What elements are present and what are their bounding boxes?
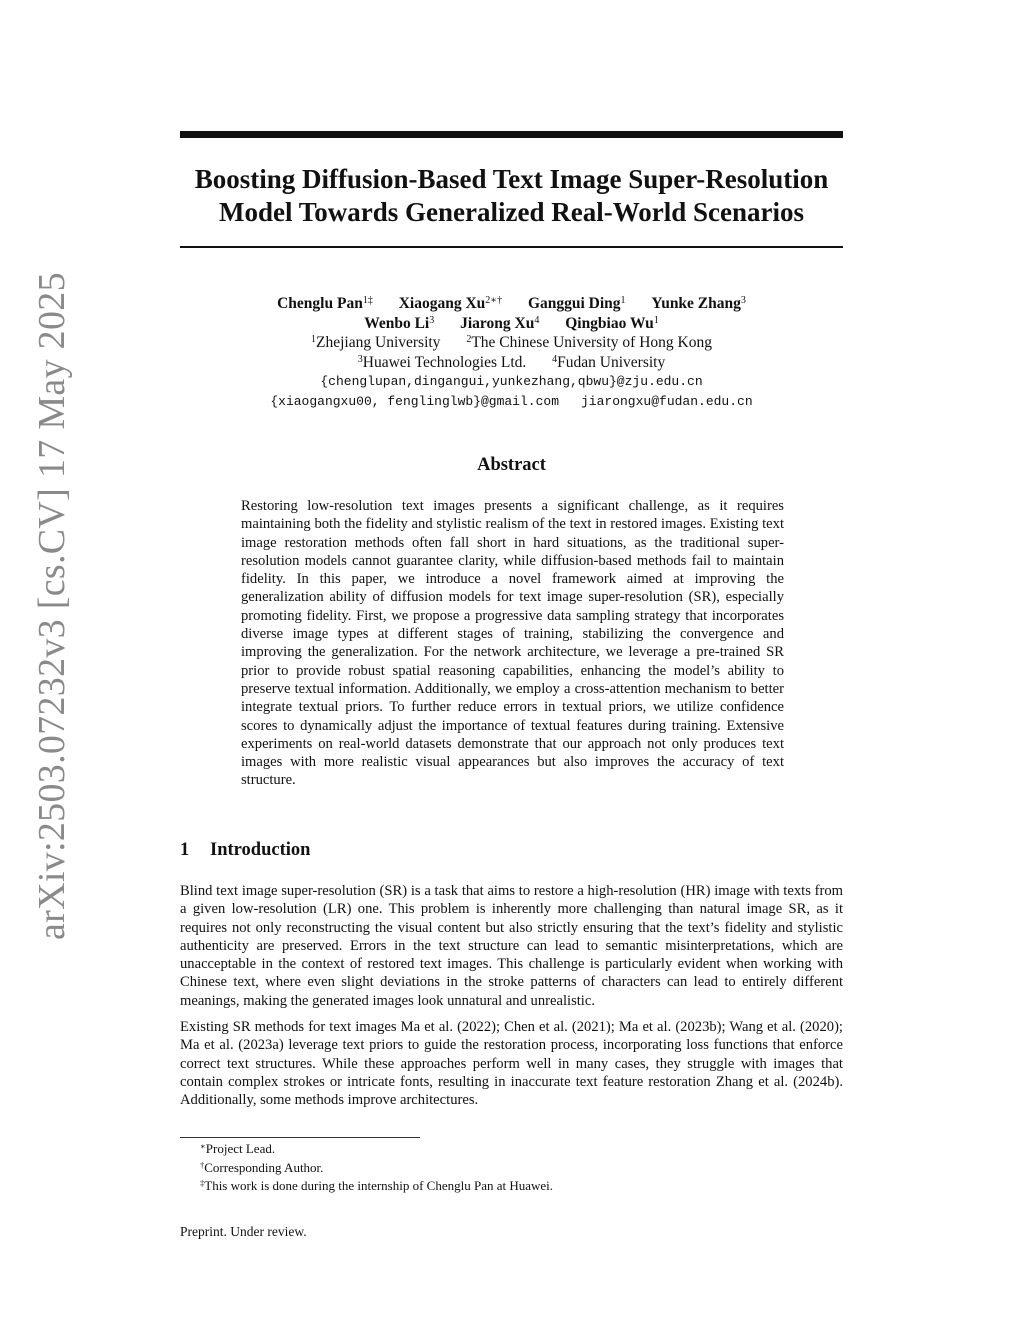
author-name: Jiarong Xu xyxy=(460,314,535,332)
author-sup: 3 xyxy=(429,314,435,326)
affiliation-name: Huawei Technologies Ltd. xyxy=(362,353,527,371)
email-line-2 xyxy=(180,392,843,412)
footnote-mark: ‡ xyxy=(200,1178,205,1188)
section-heading xyxy=(180,840,310,861)
footnote xyxy=(200,1140,840,1159)
paragraph: Blind text image super-resolution (SR) is a task that aims to restore a high-resolution (HR) image with texts from a given low-resolution (LR) one. This problem is inherently more challenging than natural image SR, as it requires not only reconstructing the visual content but also strictly ensuring that the text’s fidelity and stylistic authenticity are preserved. Errors in the text structure can lead to semantic misinterpretations, which are unacceptable in the context of restored text images. This challenge is particularly evident when working with Chinese text, where even slight deviations in the stroke patterns of characters can lead to entirely different meanings, making the generated images look unnatural and unrealistic. xyxy=(180,883,843,1009)
section-title: Introduction xyxy=(210,840,311,860)
footnotes xyxy=(200,1140,840,1196)
affiliation-sup: 2 xyxy=(466,334,472,345)
abstract-heading: Abstract xyxy=(477,455,546,475)
footnote xyxy=(200,1159,840,1178)
author-sup: 4 xyxy=(534,314,540,326)
footnote-rule xyxy=(180,1137,420,1138)
affiliation-line-1 xyxy=(180,333,843,353)
affiliation-line-2 xyxy=(180,353,843,373)
affiliation-name: The Chinese University of Hong Kong xyxy=(471,334,712,351)
footnote-text: Project Lead. xyxy=(205,1141,276,1156)
email-fudan: jiarongxu@fudan.edu.cn xyxy=(581,393,753,409)
author-block xyxy=(180,294,843,411)
author-line-1 xyxy=(180,294,843,314)
footnote-text: Corresponding Author. xyxy=(204,1159,324,1175)
author-name: Chenglu Pan xyxy=(277,295,363,312)
author-sup: 2∗† xyxy=(485,295,503,306)
title-top-rule xyxy=(180,131,843,138)
title-line-2: Model Towards Generalized Real-World Scenarios xyxy=(219,197,804,227)
section-number: 1 xyxy=(180,840,190,860)
author-name: Xiaogang Xu xyxy=(398,295,486,312)
affiliation-name: Zhejiang University xyxy=(316,334,441,351)
title-bottom-rule xyxy=(180,246,843,248)
affiliation-sup: 1 xyxy=(311,334,317,345)
affiliation-name: Fudan University xyxy=(557,353,666,371)
email-gmail: {xiaogangxu00, fenglinglwb}@gmail.com xyxy=(270,393,559,409)
author-line-2 xyxy=(180,314,843,334)
footnote-text: This work is done during the internship of Chenglu Pan at Huawei. xyxy=(204,1178,554,1193)
author-name: Wenbo Li xyxy=(364,314,430,332)
affiliation-sup: 4 xyxy=(552,353,558,365)
email-line-1: {chenglupan,dingangui,yunkezhang,qbwu}@zju.edu.cn xyxy=(320,374,703,389)
introduction-body xyxy=(180,882,843,1118)
author-name: Yunke Zhang xyxy=(651,295,741,312)
author-name: Qingbiao Wu xyxy=(565,314,654,332)
paragraph: Existing SR methods for text images Ma et al. (2022); Chen et al. (2021); Ma et al. (2023b); Wang et al. (2020); Ma et al. (2023a) leverage text priors to guide the restoration process, incorporating loss functions that enforce correct text structures. While these approaches perform well in many cases, they struggle with images that contain complex strokes or intricate fonts, resulting in inaccurate text feature restoration Zhang et al. (2024b). Additionally, some methods improve architectures. xyxy=(180,1019,843,1109)
footnote-mark: ∗ xyxy=(200,1141,206,1151)
footnote xyxy=(200,1177,840,1196)
author-name: Ganggui Ding xyxy=(527,295,621,312)
affiliation-sup: 3 xyxy=(357,353,363,365)
arxiv-stamp: arXiv:2503.07232v3 [cs.CV] 17 May 2025 xyxy=(31,272,73,940)
author-sup: 3 xyxy=(740,295,746,306)
author-sup: 1 xyxy=(620,295,626,306)
author-sup: 1 xyxy=(653,314,659,326)
footnote-mark: † xyxy=(200,1159,205,1170)
title-line-1: Boosting Diffusion-Based Text Image Super-Resolution xyxy=(194,164,829,194)
paper-title xyxy=(180,163,843,229)
author-sup: 1‡ xyxy=(362,295,373,306)
abstract-text: Restoring low-resolution text images presents a significant challenge, as it requires maintaining both the fidelity and stylistic realism of the text in restored images. Existing text image restoration methods often fall short in hard situations, as the traditional super-resolution models cannot guarantee clarity, while diffusion-based methods fail to maintain fidelity. In this paper, we introduce a novel framework aimed at improving the generalization ability of diffusion models for text image super-resolution (SR), especially promoting fidelity. First, we propose a progressive data sampling strategy that incorporates diverse image types at different stages of training, stabilizing the convergence and improving the generalization. For the network architecture, we leverage a pre-trained SR prior to provide robust spatial reasoning capabilities, enhancing the model’s ability to preserve textual information. Additionally, we employ a cross-attention mechanism to better integrate textual priors. To further reduce errors in textual priors, we utilize confidence scores to dynamically adjust the importance of textual features during training. Extensive experiments on real-world datasets demonstrate that our approach not only produces text images with more realistic visual appearances but also improves the accuracy of text structure. xyxy=(241,498,784,789)
preprint-footer: Preprint. Under review. xyxy=(180,1224,307,1239)
